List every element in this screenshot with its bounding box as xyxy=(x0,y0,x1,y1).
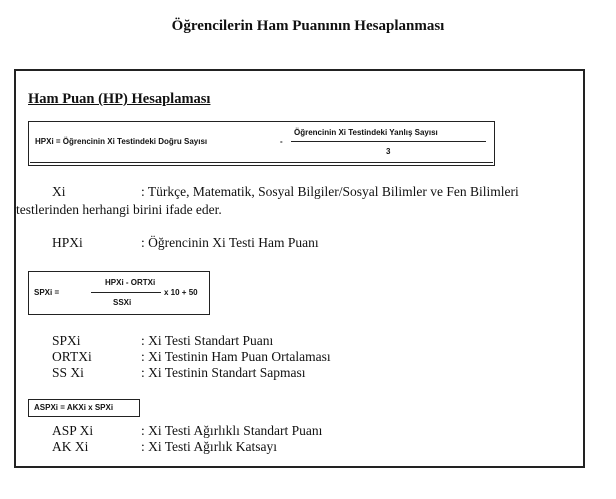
asp-formula-text: ASPXi = AKXi x SPXi xyxy=(34,403,114,412)
asp-def-term: ASP Xi xyxy=(52,423,94,438)
asp-def-desc: : Xi Testi Ağırlık Katsayı xyxy=(141,439,278,454)
hp-formula-minus: - xyxy=(280,137,283,146)
xi-description: : Türkçe, Matematik, Sosyal Bilgiler/Sosyal Bilimler ve Fen Bilimleri xyxy=(141,184,519,199)
page-title: Öğrencilerin Ham Puanının Hesaplanması xyxy=(171,18,445,34)
sp-formula-denominator: SSXi xyxy=(113,298,132,307)
sp-def-desc: : Xi Testinin Standart Sapması xyxy=(141,365,306,380)
asp-def-desc: : Xi Testi Ağırlıklı Standart Puanı xyxy=(141,423,323,438)
hp-formula-denominator: 3 xyxy=(386,147,391,156)
hp-formula-numerator: Öğrencinin Xi Testindeki Yanlış Sayısı xyxy=(294,128,438,137)
hp-formula-box xyxy=(28,121,495,166)
asp-formula-box xyxy=(28,399,140,417)
sp-formula-box xyxy=(28,271,210,315)
formula-frame xyxy=(14,69,585,468)
hpxi-term: HPXi xyxy=(52,235,83,250)
sp-def-term: SPXi xyxy=(52,333,81,348)
sp-def-term: ORTXi xyxy=(52,349,92,364)
hp-formula-lhs: HPXi = Öğrencinin Xi Testindeki Doğru Sayısı xyxy=(35,137,208,146)
section-heading: Ham Puan (HP) Hesaplaması xyxy=(28,91,211,107)
sp-formula-numerator: HPXi - ORTXi xyxy=(105,278,156,287)
sp-fraction-line xyxy=(91,292,161,293)
sp-def-desc: : Xi Testi Standart Puanı xyxy=(141,333,274,348)
xi-description-continuation: testlerinden herhangi birini ifade eder. xyxy=(16,202,222,217)
hpxi-description: : Öğrencinin Xi Testi Ham Puanı xyxy=(141,235,319,250)
sp-formula-lhs: SPXi = xyxy=(34,288,60,297)
xi-term: Xi xyxy=(52,184,66,199)
sp-def-term: SS Xi xyxy=(52,365,84,380)
sp-formula-rhs: x 10 + 50 xyxy=(164,288,198,297)
asp-def-term: AK Xi xyxy=(52,439,89,454)
sp-def-desc: : Xi Testinin Ham Puan Ortalaması xyxy=(141,349,331,364)
hp-fraction-line xyxy=(291,141,486,142)
